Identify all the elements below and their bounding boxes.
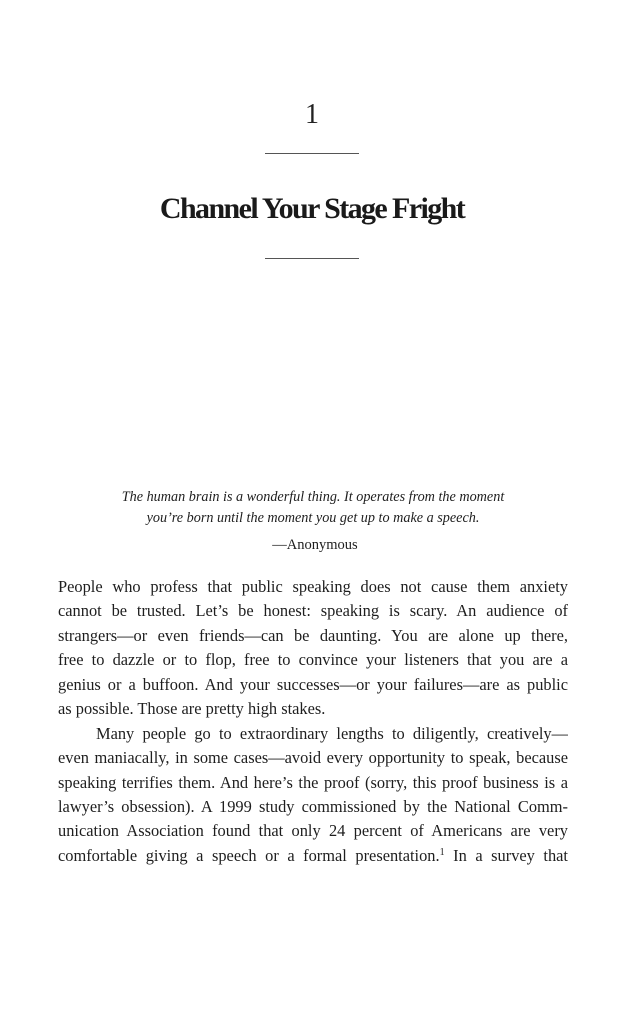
body-line: genius or a buffoon. And your successes—or your failures—are as public (58, 674, 568, 694)
chapter-rule-top (265, 153, 359, 154)
epigraph-line: you’re born until the moment you get up to make a speech. (146, 510, 480, 526)
body-text (58, 575, 568, 868)
epigraph-quote (90, 487, 536, 529)
body-line: cannot be trusted. Let’s be honest: speaking is scary. An audience of (58, 601, 568, 621)
footnote-marker[interactable]: 1 (439, 846, 445, 858)
body-line: unication Association found that only 24 percent of Americans are very (58, 821, 568, 841)
body-line: even maniacally, in some cases—avoid every opportunity to speak, because (58, 748, 568, 768)
epigraph-line: The human brain is a wonderful thing. It operates from the moment (121, 489, 505, 505)
chapter-number: 1 (305, 99, 319, 130)
body-line: People who profess that public speaking does not cause them anxiety (58, 577, 568, 596)
body-line-text: In a survey that (444, 845, 568, 865)
body-line: lawyer’s obsession). A 1999 study commissioned by the National Comm- (58, 796, 568, 816)
body-line: speaking terrifies them. And here’s the proof (sorry, this proof business is a (58, 772, 568, 792)
body-line: as possible. Those are pretty high stakes. (58, 699, 326, 719)
body-line-with-footnote (58, 844, 568, 868)
body-line: Many people go to extraordinary lengths to diligently, creatively— (96, 723, 568, 743)
epigraph-attribution-wrapper (0, 535, 624, 555)
chapter-rule-bottom (265, 258, 359, 259)
chapter-title: Channel Your Stage Fright (159, 192, 465, 225)
body-line: free to dazzle or to flop, free to convince your listeners that you are a (58, 650, 568, 670)
body-line: strangers—or even friends—can be daunting. You are alone up there, (58, 625, 568, 645)
body-line-text: comfortable giving a speech or a formal presentation. (58, 845, 440, 865)
epigraph-attribution: —Anonymous (272, 537, 358, 553)
